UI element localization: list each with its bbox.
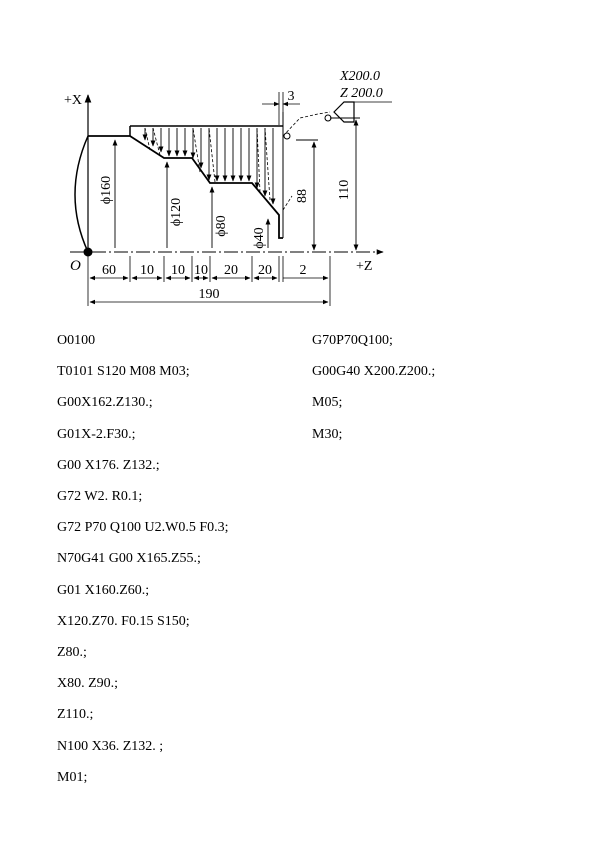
program-line: G00G40 X200.Z200.; bbox=[312, 364, 436, 380]
chuck-arc bbox=[75, 136, 88, 252]
seg-10a-label: 10 bbox=[140, 263, 154, 278]
seg-2-label: 2 bbox=[299, 263, 307, 278]
program-line: G72 P70 Q100 U2.W0.5 F0.3; bbox=[57, 520, 229, 536]
diameter-dimensions bbox=[115, 140, 268, 248]
program-line: M30; bbox=[312, 426, 343, 442]
workpiece-outline bbox=[88, 136, 283, 238]
program-line: G01 X160.Z60.; bbox=[57, 582, 150, 598]
origin-label: O bbox=[70, 258, 81, 274]
seg-10c-label: 10 bbox=[194, 263, 208, 278]
tool-path bbox=[145, 128, 273, 204]
program-line: M05; bbox=[312, 395, 343, 411]
seg-60-label: 60 bbox=[102, 263, 116, 278]
dia-120-label: ϕ120 bbox=[169, 197, 184, 227]
program-line: Z110.; bbox=[57, 707, 94, 723]
dia-160-label: ϕ160 bbox=[99, 175, 114, 205]
program-line: O0100 bbox=[57, 333, 96, 348]
axis-x-label: +X bbox=[64, 93, 83, 108]
point-x-label: X200.0 bbox=[340, 69, 381, 84]
program-line: X80. Z90.; bbox=[57, 676, 119, 692]
program-line: G01X-2.F30.; bbox=[57, 426, 136, 442]
program-line: T0101 S120 M08 M03; bbox=[57, 364, 190, 380]
seg-20a-label: 20 bbox=[224, 263, 238, 278]
dia-80-label: ϕ80 bbox=[214, 215, 229, 237]
program-line: N70G41 G00 X165.Z55.; bbox=[57, 551, 201, 567]
program-line: G70P70Q100; bbox=[312, 333, 393, 348]
dia-40-label: ϕ40 bbox=[252, 227, 267, 249]
seg-20b-label: 20 bbox=[258, 263, 272, 278]
program-line: G00 X176. Z132.; bbox=[57, 457, 160, 473]
program-line: N100 X36. Z132. ; bbox=[57, 738, 164, 754]
point-z-label: Z 200.0 bbox=[340, 86, 383, 101]
start-point bbox=[284, 133, 290, 139]
program-line: Z80.; bbox=[57, 645, 87, 660]
axis-z-label: +Z bbox=[356, 259, 373, 274]
dim-3-label: 3 bbox=[287, 89, 295, 104]
tool-icon bbox=[334, 102, 354, 122]
program-line: G72 W2. R0.1; bbox=[57, 489, 143, 504]
total-190-label: 190 bbox=[198, 287, 220, 302]
dim-110-label: 110 bbox=[337, 179, 352, 201]
lathe-part-drawing bbox=[0, 0, 600, 320]
program-line: G00X162.Z130.; bbox=[57, 395, 153, 411]
seg-10b-label: 10 bbox=[171, 263, 185, 278]
program-line: X120.Z70. F0.15 S150; bbox=[57, 613, 190, 629]
dim-88-label: 88 bbox=[295, 189, 310, 203]
program-line: M01; bbox=[57, 769, 88, 785]
